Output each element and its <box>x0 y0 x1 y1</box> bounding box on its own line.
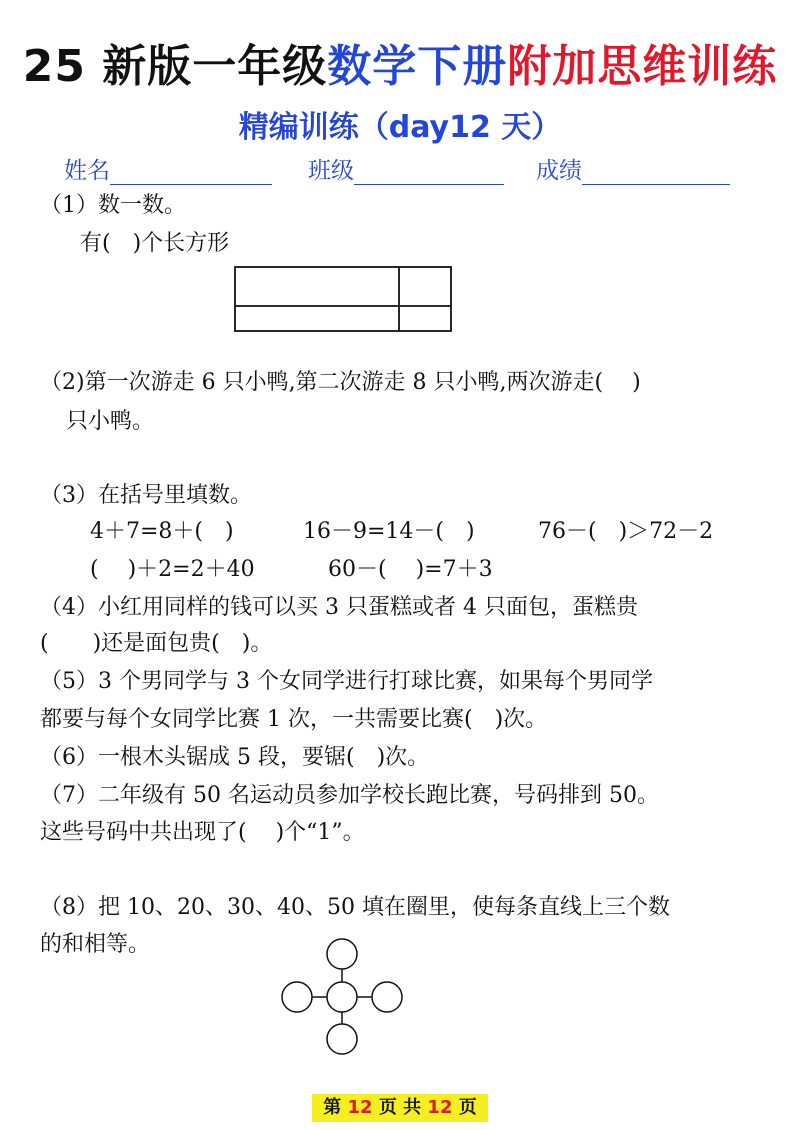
class-blank[interactable] <box>354 158 504 185</box>
question-2-line1: （2)第一次游走 6 只小鸭,第二次游走 8 只小鸭,两次游走( ) <box>40 370 641 395</box>
circle-top[interactable] <box>327 939 357 969</box>
title-part-subject: 数学下册 <box>327 41 508 92</box>
name-blank[interactable] <box>110 158 272 185</box>
question-3-eq-d: ( )＋2=2＋40 <box>90 557 255 582</box>
question-3-eq-b: 16－9=14－( ) <box>303 519 475 544</box>
rectangle-outer <box>235 267 451 331</box>
page-number: 12 <box>347 1097 373 1118</box>
question-4-line2: ( )还是面包贵( )。 <box>40 631 273 656</box>
question-1-title: （1）数一数。 <box>40 193 186 218</box>
question-5-line2: 都要与每个女同学比赛 1 次，一共需要比赛( )次。 <box>40 707 548 732</box>
question-7-line1: （7）二年级有 50 名运动员参加学校长跑比赛，号码排到 50。 <box>40 783 659 808</box>
question-2-line2: 只小鸭。 <box>66 409 155 434</box>
class-label: 班级 <box>308 158 354 184</box>
question-7-line2: 这些号码中共出现了( )个“1”。 <box>40 820 365 845</box>
page-title <box>0 30 800 94</box>
question-8-line2: 的和相等。 <box>40 932 151 957</box>
question-6: （6）一根木头锯成 5 段，要锯( )次。 <box>40 745 430 770</box>
question-5-line1: （5）3 个男同学与 3 个女同学进行打球比赛，如果每个男同学 <box>40 669 653 694</box>
question-8-line1: （8）把 10、20、30、40、50 填在圈里，使每条直线上三个数 <box>40 895 670 920</box>
circle-cross-figure <box>276 938 412 1058</box>
page-subtitle: 精编训练（day12 天） <box>238 110 562 145</box>
question-1-prompt: 有( )个长方形 <box>80 231 230 256</box>
page-prefix: 第 <box>323 1097 342 1118</box>
circle-left[interactable] <box>282 982 312 1012</box>
page-total: 12 <box>427 1097 453 1118</box>
rectangle-figure <box>234 266 452 332</box>
question-3-eq-e: 60－( )=7＋3 <box>328 557 493 582</box>
circle-right[interactable] <box>372 982 402 1012</box>
question-3-title: （3）在括号里填数。 <box>40 483 252 508</box>
question-3-eq-c: 76－( )＞72－2 <box>538 519 714 544</box>
score-blank[interactable] <box>582 158 730 185</box>
name-field[interactable] <box>64 152 272 185</box>
page-middle: 页 共 <box>378 1097 422 1118</box>
circle-center[interactable] <box>327 982 357 1012</box>
score-label: 成绩 <box>536 158 582 184</box>
page-indicator <box>312 1094 488 1122</box>
name-label: 姓名 <box>64 158 110 184</box>
question-3-eq-a: 4＋7=8＋( ) <box>90 519 234 544</box>
question-4-line1: （4）小红用同样的钱可以买 3 只蛋糕或者 4 只面包，蛋糕贵 <box>40 595 638 620</box>
score-field[interactable] <box>536 152 730 185</box>
title-part-grade: 25 新版一年级 <box>22 41 328 92</box>
title-part-training: 附加思维训练 <box>507 41 778 92</box>
circle-bottom[interactable] <box>327 1024 357 1054</box>
class-field[interactable] <box>308 152 504 185</box>
page-suffix: 页 <box>458 1097 477 1118</box>
